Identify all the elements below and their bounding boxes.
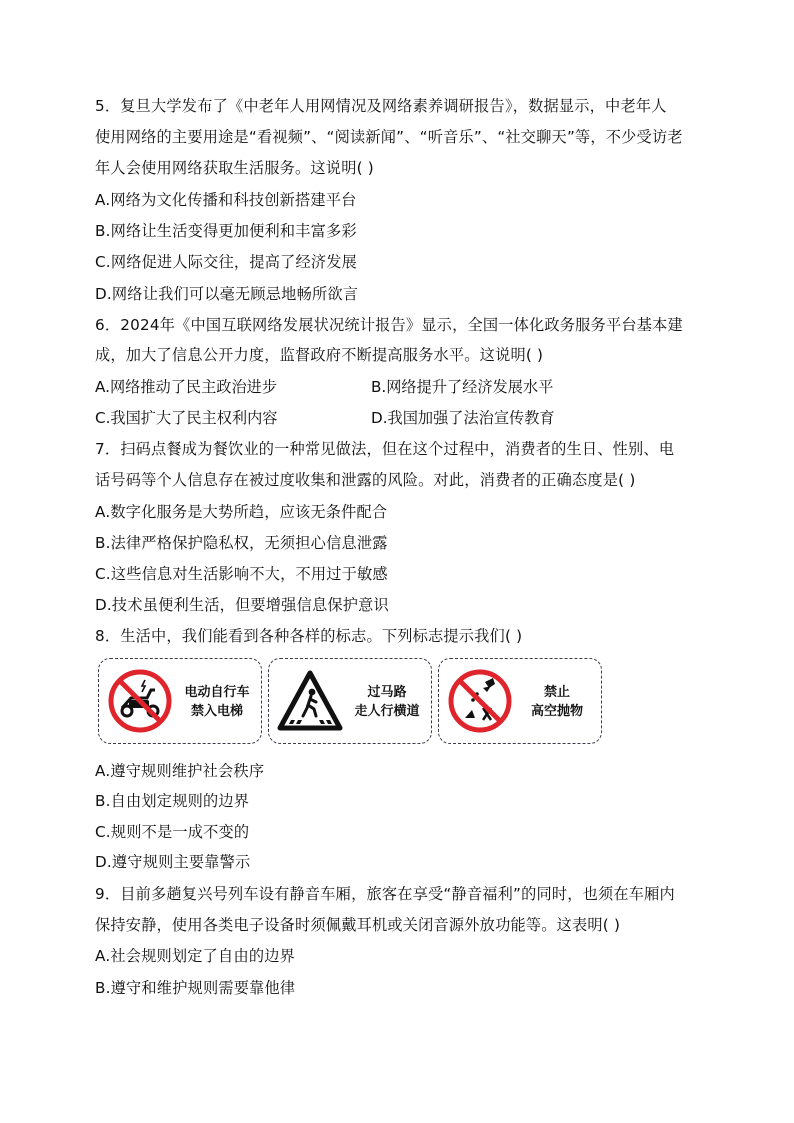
q5-option-b: B.网络让生活变得更加便利和丰富多彩 bbox=[95, 222, 357, 240]
sign-crosswalk-line-2: 走人行横道 bbox=[354, 704, 420, 719]
q5-stem-line-1: 5．复旦大学发布了《中老年人用网情况及网络素养调研报告》，数据显示，中老年人 bbox=[95, 97, 667, 115]
q7-stem-line-2: 话号码等个人信息存在被过度收集和泄露的风险。对此，消费者的正确态度是( ) bbox=[95, 471, 636, 489]
q8-option-a: A.遵守规则维护社会秩序 bbox=[95, 762, 265, 780]
q9-option-b: B.遵守和维护规则需要靠他律 bbox=[95, 979, 296, 997]
q5-option-d: D.网络让我们可以毫无顾忌地畅所欲言 bbox=[95, 285, 359, 303]
q9-stem-line-2: 保持安静，使用各类电子设备时须佩戴耳机或关闭音源外放功能等。这表明( ) bbox=[95, 916, 621, 934]
q9-option-a: A.社会规则划定了自由的边界 bbox=[95, 947, 295, 965]
q5-option-a: A.网络为文化传播和科技创新搭建平台 bbox=[95, 191, 357, 209]
q6-option-c: C.我国扩大了民主权利内容 bbox=[95, 409, 278, 427]
sign-no-throwing-line-1: 禁止 bbox=[543, 685, 570, 700]
q8-option-b: B.自由划定规则的边界 bbox=[95, 792, 250, 810]
q6-option-a: A.网络推动了民主政治进步 bbox=[95, 378, 278, 396]
q6-option-b: B.网络提升了经济发展水平 bbox=[371, 378, 554, 396]
q7-option-c: C.这些信息对生活影响不大，不用过于敏感 bbox=[95, 565, 388, 583]
q7-option-b: B.法律严格保护隐私权，无须担心信息泄露 bbox=[95, 534, 388, 552]
sign-no-throwing-caption bbox=[517, 683, 597, 721]
q5-stem-line-2: 使用网络的主要用途是“看视频”、“阅读新闻”、“听音乐”、“社交聊天”等，不少受访老 bbox=[95, 128, 683, 146]
q9-stem-line-1: 9．目前多趟复兴号列车设有静音车厢，旅客在享受“静音福利”的同时，也须在车厢内 bbox=[95, 885, 675, 903]
q7-stem-line-1: 7．扫码点餐成为餐饮业的一种常见做法，但在这个过程中，消费者的生日、性别、电 bbox=[95, 440, 675, 458]
sign-no-ebike-line-1: 电动自行车 bbox=[184, 685, 250, 700]
q5-option-c: C.网络促进人际交往，提高了经济发展 bbox=[95, 253, 358, 271]
sign-no-throwing bbox=[438, 658, 602, 744]
sign-crosswalk-caption bbox=[347, 683, 427, 721]
q7-option-d: D.技术虽便利生活，但要增强信息保护意识 bbox=[95, 596, 389, 614]
q8-signs-figure bbox=[98, 658, 608, 748]
crosswalk-icon bbox=[277, 668, 343, 734]
q6-stem-line-2: 成，加大了信息公开力度，监督政府不断提高服务水平。这说明( ) bbox=[95, 346, 544, 364]
sign-no-ebike-caption bbox=[177, 683, 257, 721]
sign-crosswalk bbox=[268, 658, 432, 744]
sign-crosswalk-line-1: 过马路 bbox=[367, 685, 407, 700]
q8-option-c: C.规则不是一成不变的 bbox=[95, 823, 250, 841]
no-throwing-icon bbox=[447, 668, 513, 734]
q7-option-a: A.数字化服务是大势所趋，应该无条件配合 bbox=[95, 503, 388, 521]
q6-option-d: D.我国加强了法治宣传教育 bbox=[371, 409, 555, 427]
no-ebike-icon bbox=[107, 668, 173, 734]
q5-stem-line-3: 年人会使用网络获取生活服务。这说明( ) bbox=[95, 159, 374, 177]
sign-no-ebike-line-2: 禁入电梯 bbox=[190, 704, 243, 719]
q8-option-d: D.遵守规则主要靠警示 bbox=[95, 853, 251, 871]
q6-stem-line-1: 6．2024年《中国互联网络发展状况统计报告》显示，全国一体化政务服务平台基本建 bbox=[95, 316, 683, 334]
sign-no-throwing-line-2: 高空抛物 bbox=[530, 704, 583, 719]
q8-stem-line-1: 8．生活中，我们能看到各种各样的标志。下列标志提示我们( ) bbox=[95, 627, 523, 645]
sign-no-ebike bbox=[98, 658, 262, 744]
